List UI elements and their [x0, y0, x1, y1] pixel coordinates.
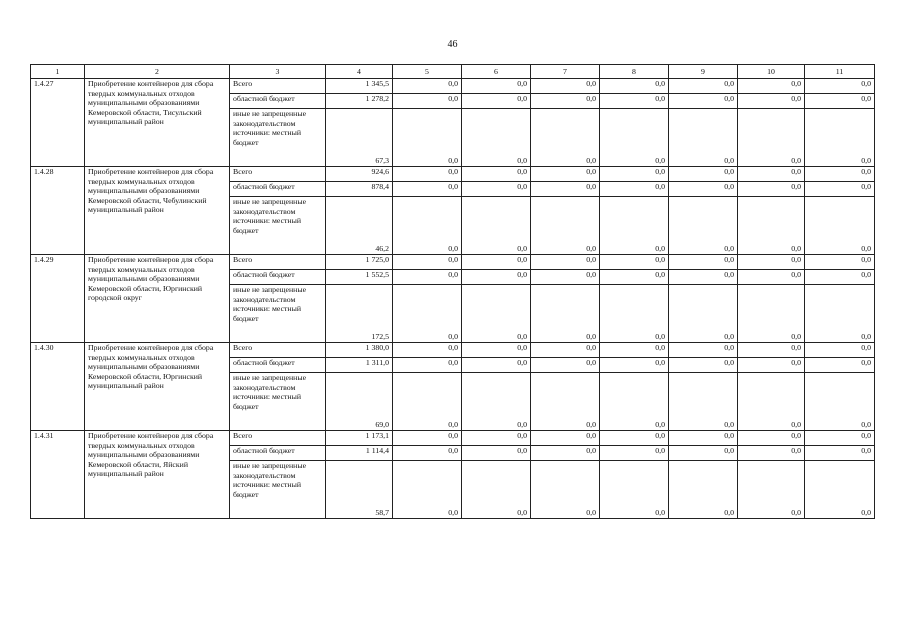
amount-cell: 0,0: [462, 343, 531, 358]
item-name: Приобретение контейнеров для сбора твердых коммунальных отходов муниципальными образованиями Кемеровской области, Юргинский городской округ: [85, 255, 230, 343]
amount-cell: 0,0: [738, 373, 805, 431]
page-number: 46: [447, 39, 458, 50]
column-number-row: [31, 65, 875, 79]
amount-cell: 878,4: [326, 182, 393, 197]
amount-cell: 0,0: [805, 270, 875, 285]
amount-cell: 0,0: [669, 182, 738, 197]
item-number: 1.4.27: [31, 79, 85, 167]
amount-cell: 0,0: [393, 373, 462, 431]
amount-cell: 0,0: [462, 109, 531, 167]
funding-source: Всего: [230, 343, 326, 358]
amount-cell: 0,0: [462, 182, 531, 197]
amount-cell: 1 173,1: [326, 431, 393, 446]
amount-cell: 1 278,2: [326, 94, 393, 109]
amount-cell: 0,0: [669, 79, 738, 94]
amount-cell: 0,0: [669, 197, 738, 255]
amount-cell: 0,0: [738, 285, 805, 343]
column-header: 3: [230, 65, 326, 79]
amount-cell: 0,0: [462, 197, 531, 255]
column-header: 6: [462, 65, 531, 79]
amount-cell: 0,0: [738, 109, 805, 167]
amount-cell: 0,0: [531, 285, 600, 343]
amount-cell: 0,0: [600, 79, 669, 94]
amount-cell: 0,0: [393, 167, 462, 182]
amount-cell: 0,0: [805, 461, 875, 519]
funding-source: областной бюджет: [230, 270, 326, 285]
table-row-total-line: [31, 255, 875, 270]
amount-cell: 0,0: [600, 197, 669, 255]
amount-cell: 0,0: [393, 255, 462, 270]
funding-source: иные не запрещенные законодательством источники: местный бюджет: [230, 285, 326, 343]
amount-cell: 46,2: [326, 197, 393, 255]
amount-cell: 0,0: [531, 94, 600, 109]
amount-cell: 0,0: [805, 109, 875, 167]
funding-source: иные не запрещенные законодательством источники: местный бюджет: [230, 197, 326, 255]
amount-cell: 0,0: [393, 270, 462, 285]
column-header: 11: [805, 65, 875, 79]
item-name: Приобретение контейнеров для сбора твердых коммунальных отходов муниципальными образованиями Кемеровской области, Яйский муниципальный район: [85, 431, 230, 519]
amount-cell: 0,0: [462, 167, 531, 182]
amount-cell: 0,0: [531, 109, 600, 167]
amount-cell: 1 345,5: [326, 79, 393, 94]
funding-source: Всего: [230, 167, 326, 182]
amount-cell: 0,0: [600, 109, 669, 167]
amount-cell: 0,0: [393, 197, 462, 255]
amount-cell: 0,0: [805, 167, 875, 182]
amount-cell: 0,0: [393, 461, 462, 519]
amount-cell: 0,0: [393, 446, 462, 461]
amount-cell: 0,0: [393, 285, 462, 343]
amount-cell: 0,0: [600, 94, 669, 109]
amount-cell: 0,0: [531, 373, 600, 431]
amount-cell: 0,0: [462, 431, 531, 446]
item-number: 1.4.30: [31, 343, 85, 431]
amount-cell: 1 380,0: [326, 343, 393, 358]
amount-cell: 0,0: [669, 285, 738, 343]
amount-cell: 0,0: [669, 358, 738, 373]
amount-cell: 0,0: [531, 255, 600, 270]
amount-cell: 58,7: [326, 461, 393, 519]
amount-cell: 0,0: [600, 343, 669, 358]
amount-cell: 0,0: [805, 343, 875, 358]
amount-cell: 1 311,0: [326, 358, 393, 373]
funding-source: иные не запрещенные законодательством источники: местный бюджет: [230, 373, 326, 431]
funding-source: иные не запрещенные законодательством источники: местный бюджет: [230, 461, 326, 519]
amount-cell: 0,0: [669, 461, 738, 519]
amount-cell: 0,0: [531, 270, 600, 285]
funding-source: Всего: [230, 255, 326, 270]
column-header: 4: [326, 65, 393, 79]
column-header: 9: [669, 65, 738, 79]
amount-cell: 0,0: [531, 461, 600, 519]
amount-cell: 0,0: [669, 373, 738, 431]
column-header: 10: [738, 65, 805, 79]
column-header: 5: [393, 65, 462, 79]
funding-source: областной бюджет: [230, 358, 326, 373]
amount-cell: 0,0: [738, 94, 805, 109]
amount-cell: 0,0: [462, 270, 531, 285]
amount-cell: 0,0: [462, 358, 531, 373]
item-number: 1.4.31: [31, 431, 85, 519]
amount-cell: 0,0: [600, 182, 669, 197]
column-header: 7: [531, 65, 600, 79]
amount-cell: 0,0: [738, 182, 805, 197]
item-number: 1.4.29: [31, 255, 85, 343]
amount-cell: 0,0: [531, 431, 600, 446]
amount-cell: 1 552,5: [326, 270, 393, 285]
amount-cell: 0,0: [805, 373, 875, 431]
amount-cell: 0,0: [738, 255, 805, 270]
amount-cell: 1 114,4: [326, 446, 393, 461]
column-header: 8: [600, 65, 669, 79]
amount-cell: 0,0: [805, 182, 875, 197]
amount-cell: 0,0: [805, 197, 875, 255]
amount-cell: 0,0: [600, 270, 669, 285]
funding-source: областной бюджет: [230, 94, 326, 109]
table-row-total-line: [31, 167, 875, 182]
amount-cell: 0,0: [531, 79, 600, 94]
amount-cell: 0,0: [600, 255, 669, 270]
amount-cell: 172,5: [326, 285, 393, 343]
amount-cell: 0,0: [669, 109, 738, 167]
amount-cell: 0,0: [669, 270, 738, 285]
funding-source: областной бюджет: [230, 446, 326, 461]
amount-cell: 0,0: [805, 446, 875, 461]
funding-source: областной бюджет: [230, 182, 326, 197]
funding-source: Всего: [230, 431, 326, 446]
amount-cell: 0,0: [738, 270, 805, 285]
amount-cell: 0,0: [669, 167, 738, 182]
amount-cell: 0,0: [462, 285, 531, 343]
item-name: Приобретение контейнеров для сбора твердых коммунальных отходов муниципальными образованиями Кемеровской области, Юргинский муниципальный район: [85, 343, 230, 431]
amount-cell: 0,0: [805, 255, 875, 270]
amount-cell: 0,0: [669, 446, 738, 461]
amount-cell: 0,0: [805, 358, 875, 373]
amount-cell: 0,0: [600, 358, 669, 373]
budget-table: [30, 64, 875, 519]
amount-cell: 0,0: [669, 255, 738, 270]
amount-cell: 0,0: [738, 343, 805, 358]
amount-cell: 0,0: [669, 343, 738, 358]
amount-cell: 0,0: [462, 461, 531, 519]
column-header: 2: [85, 65, 230, 79]
amount-cell: 0,0: [805, 285, 875, 343]
amount-cell: 0,0: [738, 431, 805, 446]
amount-cell: 0,0: [738, 358, 805, 373]
amount-cell: 0,0: [600, 446, 669, 461]
table-row-total-line: [31, 79, 875, 94]
amount-cell: 0,0: [738, 446, 805, 461]
amount-cell: 67,3: [326, 109, 393, 167]
amount-cell: 0,0: [738, 167, 805, 182]
amount-cell: 0,0: [805, 94, 875, 109]
amount-cell: 0,0: [669, 431, 738, 446]
amount-cell: 0,0: [462, 255, 531, 270]
amount-cell: 0,0: [393, 182, 462, 197]
amount-cell: 0,0: [462, 79, 531, 94]
amount-cell: 0,0: [600, 285, 669, 343]
amount-cell: 0,0: [531, 167, 600, 182]
amount-cell: 0,0: [393, 343, 462, 358]
item-name: Приобретение контейнеров для сбора твердых коммунальных отходов муниципальными образованиями Кемеровской области, Чебулинский муниципальный район: [85, 167, 230, 255]
amount-cell: 0,0: [393, 358, 462, 373]
amount-cell: 924,6: [326, 167, 393, 182]
amount-cell: 0,0: [531, 182, 600, 197]
amount-cell: 0,0: [738, 79, 805, 94]
amount-cell: 0,0: [393, 431, 462, 446]
amount-cell: 0,0: [600, 167, 669, 182]
table-row-total-line: [31, 343, 875, 358]
item-number: 1.4.28: [31, 167, 85, 255]
amount-cell: 0,0: [738, 197, 805, 255]
amount-cell: 0,0: [738, 461, 805, 519]
funding-source: иные не запрещенные законодательством источники: местный бюджет: [230, 109, 326, 167]
amount-cell: 0,0: [531, 343, 600, 358]
amount-cell: 69,0: [326, 373, 393, 431]
amount-cell: 0,0: [600, 373, 669, 431]
amount-cell: 0,0: [600, 461, 669, 519]
amount-cell: 0,0: [462, 373, 531, 431]
amount-cell: 1 725,0: [326, 255, 393, 270]
amount-cell: 0,0: [462, 94, 531, 109]
amount-cell: 0,0: [531, 197, 600, 255]
amount-cell: 0,0: [393, 79, 462, 94]
amount-cell: 0,0: [805, 79, 875, 94]
column-header: 1: [31, 65, 85, 79]
item-name: Приобретение контейнеров для сбора твердых коммунальных отходов муниципальными образованиями Кемеровской области, Тисульский муниципальный район: [85, 79, 230, 167]
funding-source: Всего: [230, 79, 326, 94]
amount-cell: 0,0: [462, 446, 531, 461]
amount-cell: 0,0: [393, 94, 462, 109]
table-row-total-line: [31, 431, 875, 446]
amount-cell: 0,0: [531, 446, 600, 461]
amount-cell: 0,0: [805, 431, 875, 446]
table-body: [31, 79, 875, 519]
amount-cell: 0,0: [531, 358, 600, 373]
amount-cell: 0,0: [600, 431, 669, 446]
amount-cell: 0,0: [669, 94, 738, 109]
amount-cell: 0,0: [393, 109, 462, 167]
